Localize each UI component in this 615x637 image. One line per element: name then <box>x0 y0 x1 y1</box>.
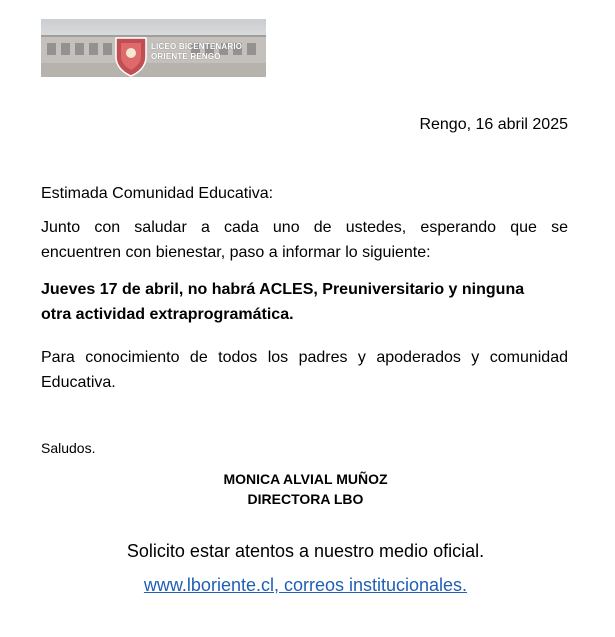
letter-greeting: Estimada Comunidad Educativa: <box>41 185 274 202</box>
signature-title: DIRECTORA LBO <box>247 491 364 507</box>
intro-paragraph <box>41 215 568 265</box>
intro-paragraph-line1: Junto con saludar a cada uno de ustedes, esperando que se <box>41 219 568 236</box>
school-letterhead-banner <box>41 19 266 77</box>
letterhead-fade <box>41 19 266 77</box>
notice-paragraph <box>41 345 568 395</box>
announcement-line2: otra actividad extraprogramática. <box>41 306 294 323</box>
signature-name: MONICA ALVIAL MUÑOZ <box>223 471 388 487</box>
footer-notice: Solicito estar atentos a nuestro medio oficial. <box>126 541 485 561</box>
letterhead-school-name-line1: LICEO BICENTENARIO <box>151 42 243 51</box>
letterhead-school-name-line2: ORIENTE RENGO <box>151 52 221 61</box>
notice-paragraph-line1: Para conocimiento de todos los padres y apoderados y comunidad <box>41 349 568 366</box>
announcement-paragraph <box>41 277 568 327</box>
closing-salutation: Saludos. <box>41 440 96 456</box>
footer-official-link[interactable]: www.lboriente.cl, correos institucionales. <box>143 575 468 595</box>
intro-paragraph-line2: encuentren con bienestar, paso a informar lo siguiente: <box>41 244 431 261</box>
letter-date: Rengo, 16 abril 2025 <box>419 116 568 133</box>
notice-paragraph-line2: Educativa. <box>41 374 116 391</box>
announcement-line1: Jueves 17 de abril, no habrá ACLES, Preuniversitario y ninguna <box>41 281 525 298</box>
